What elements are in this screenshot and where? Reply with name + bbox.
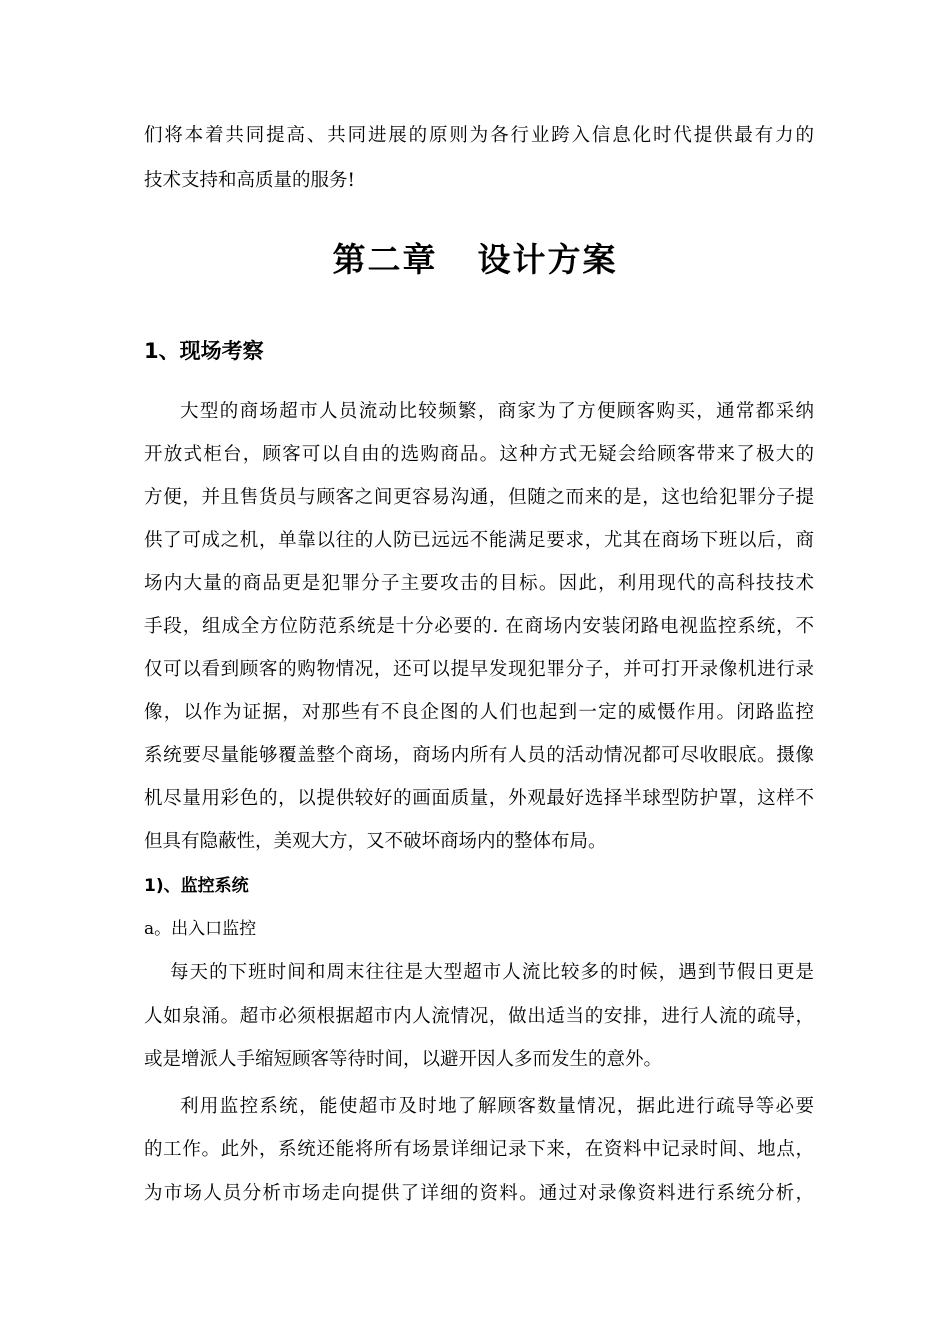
chapter-number: 第二章 [332, 240, 438, 279]
paragraph-line: 像，以作为证据，对那些有不良企图的人们也起到一定的威慑作用。闭路监控 [144, 702, 814, 723]
paragraph-line: 仅可以看到顾客的购物情况，还可以提早发现犯罪分子，并可打开录像机进行录 [144, 659, 814, 680]
paragraph-line: 方便，并且售货员与顾客之间更容易沟通，但随之而来的是，这也给犯罪分子提 [144, 487, 814, 508]
chapter-title [0, 238, 950, 282]
paragraph-line: 开放式柜台，顾客可以自由的选购商品。这种方式无疑会给顾客带来了极大的 [144, 444, 814, 465]
intro-line-2: 技术支持和高质量的服务! [144, 170, 355, 191]
paragraph-line: 手段，组成全方位防范系统是十分必要的. 在商场内安装闭路电视监控系统，不 [144, 616, 814, 637]
paragraph-line: 大型的商场超市人员流动比较频繁，商家为了方便顾客购买，通常都采纳 [180, 401, 814, 422]
paragraph-line: 利用监控系统，能使超市及时地了解顾客数量情况，据此进行疏导等必要 [180, 1096, 814, 1117]
paragraph-line: 系统要尽量能够覆盖整个商场，商场内所有人员的活动情况都可尽收眼底。摄像 [144, 745, 814, 766]
paragraph-line: 为市场人员分析市场走向提供了详细的资料。通过对录像资料进行系统分析， [144, 1183, 814, 1204]
paragraph-line: 但具有隐蔽性，美观大方，又不破坏商场内的整体布局。 [144, 831, 607, 852]
paragraph-line: 供了可成之机，单靠以往的人防已远远不能满足要求，尤其在商场下班以后，商 [144, 530, 814, 551]
paragraph-line: 的工作。此外，系统还能将所有场景详细记录下来，在资料中记录时间、地点， [144, 1139, 814, 1160]
paragraph-line: 或是增派人手缩短顾客等待时间，以避开因人多而发生的意外。 [144, 1049, 663, 1070]
chapter-name: 设计方案 [477, 240, 618, 279]
paragraph-line: 场内大量的商品更是犯罪分子主要攻击的目标。因此，利用现代的高科技技术 [144, 573, 814, 594]
paragraph-line: 每天的下班时间和周末往往是大型超市人流比较多的时候，遇到节假日更是 [170, 962, 814, 983]
section-heading: 1、现场考察 [144, 339, 264, 363]
paragraph-line: 机尽量用彩色的，以提供较好的画面质量，外观最好选择半球型防护罩，这样不 [144, 788, 814, 809]
intro-line-1: 们将本着共同提高、共同进展的原则为各行业跨入信息化时代提供最有力的 [144, 125, 814, 146]
paragraph-line: 人如泉涌。超市必须根据超市内人流情况，做出适当的安排，进行人流的疏导， [144, 1006, 814, 1027]
subsection-heading: 1)、监控系统 [144, 876, 249, 896]
item-heading: a。出入口监控 [144, 919, 257, 939]
